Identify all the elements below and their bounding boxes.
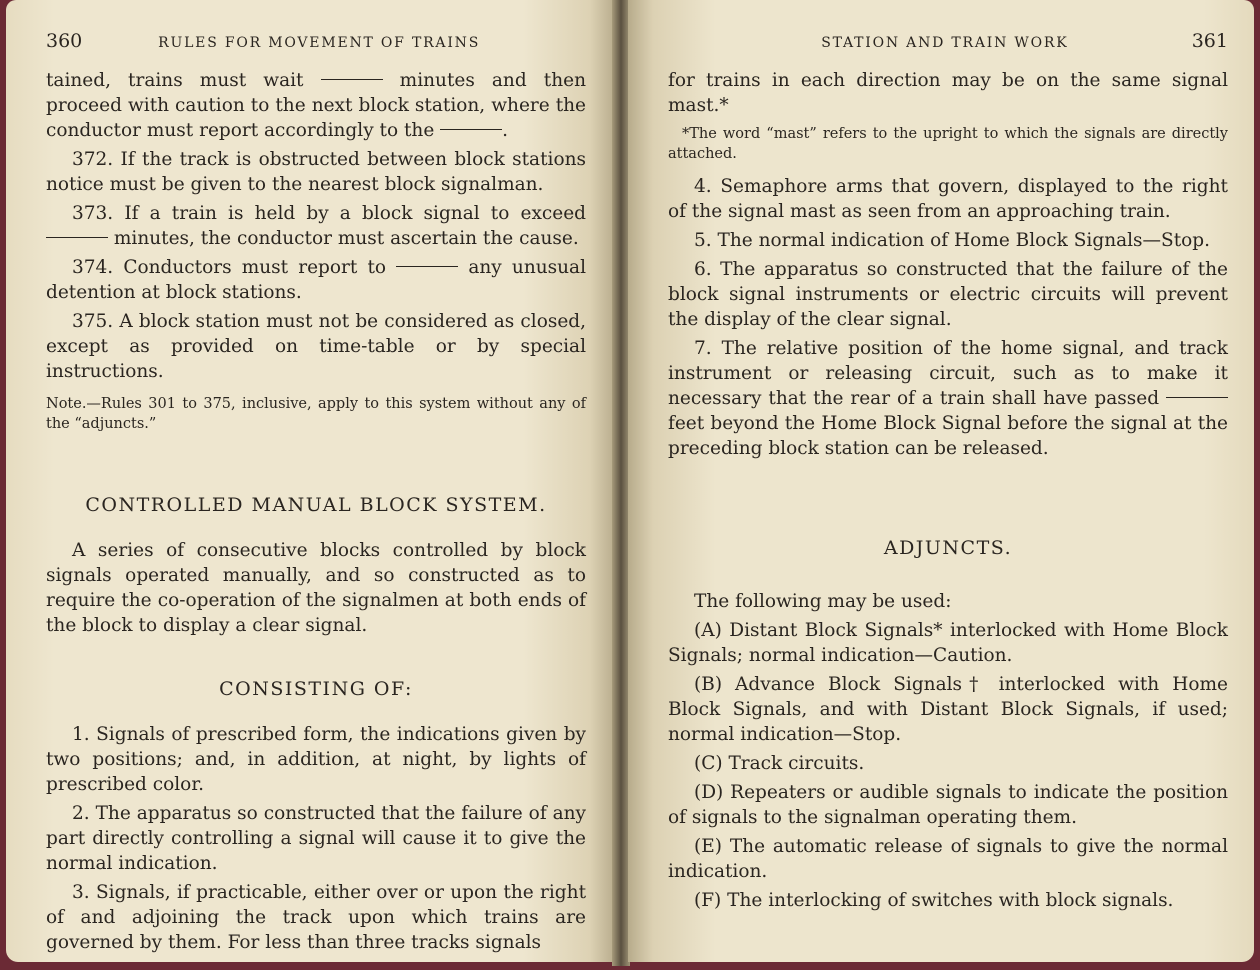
right-running-title: STATION AND TRAIN WORK — [821, 35, 1069, 51]
left-page — [6, 0, 614, 962]
left-page-header — [46, 30, 586, 52]
item-7-text-1: 7. The relative position of the home signal, and track instrument or releasing circuit, such as to make it necessary that the rear of a train shall have passed — [668, 338, 1228, 409]
list-item: 3. Signals, if practicable, either over or upon the right of and adjoining the track upon which trains are governed by them. For less than three tracks signals — [46, 882, 586, 953]
left-text-column — [46, 30, 586, 955]
list-item: 6. The apparatus so constructed that the failure of the block signal instruments or electric circuits will prevent the display of the clear signal. — [668, 259, 1228, 330]
left-page-number: 360 — [46, 30, 83, 52]
list-item: 2. The apparatus so constructed that the failure of any part directly controlling a signal will cause it to give the normal indication. — [46, 803, 586, 874]
adjunct-item: (F) The interlocking of switches with block signals. — [694, 890, 1174, 911]
adjunct-item: (A) Distant Block Signals* interlocked with Home Block Signals; normal indication—Caution. — [668, 620, 1228, 666]
right-page-header — [668, 30, 1228, 52]
rule-373-text-1: 373. If a train is held by a block signal to exceed — [72, 203, 586, 224]
adjunct-item: (D) Repeaters or audible signals to indicate the position of signals to the signalman operating them. — [668, 782, 1228, 828]
section-intro: A series of consecutive blocks controlled by block signals operated manually, and so constructed as to require the co-operation of the signalmen at both ends of the block to display a clear signal. — [46, 540, 586, 636]
continuation-text-3: . — [502, 120, 509, 141]
adjuncts-intro: The following may be used: — [694, 591, 952, 612]
blank-line — [321, 79, 383, 80]
adjunct-item: (C) Track circuits. — [694, 753, 865, 774]
continuation-paragraph — [46, 68, 586, 143]
right-text-column — [668, 30, 1228, 913]
list-item: 4. Semaphore arms that govern, displayed to the right of the signal mast as seen from an approaching train. — [668, 176, 1228, 222]
adjuncts-heading: ADJUNCTS. — [883, 537, 1013, 559]
blank-line — [1166, 397, 1228, 398]
rule-373 — [46, 201, 586, 251]
rule-374-text-2: any unusual detention at block stations. — [46, 257, 586, 303]
adjunct-item: (B) Advance Block Signals† interlocked with Home Block Signals, and with Distant Block Signals, if used; normal indication—Stop. — [668, 674, 1228, 745]
rule-372: 372. If the track is obstructed between block stations notice must be given to the nearest block signalman. — [46, 149, 586, 195]
rule-373-text-2: minutes, the conductor must ascertain the cause. — [108, 228, 579, 249]
section-heading: CONTROLLED MANUAL BLOCK SYSTEM. — [85, 494, 547, 516]
adjunct-item: (E) The automatic release of signals to give the normal indication. — [668, 836, 1228, 882]
list-item: 1. Signals of prescribed form, the indications given by two positions; and, in addition, at night, by lights of prescribed color. — [46, 724, 586, 795]
rule-375: 375. A block station must not be considered as closed, except as provided on time-table or by special instructions. — [46, 311, 586, 382]
blank-line — [440, 129, 502, 130]
right-page-number: 361 — [1191, 30, 1228, 52]
list-item: 5. The normal indication of Home Block Signals—Stop. — [694, 230, 1211, 251]
blank-line — [46, 237, 108, 238]
note: Note.—Rules 301 to 375, inclusive, apply to this system without any of the “adjuncts.” — [46, 396, 586, 432]
continuation-text-2: minutes and then proceed with caution to the next block station, where the conductor must report accordingly to the — [46, 70, 586, 141]
continuation-text-1: tained, trains must wait — [46, 70, 321, 91]
continuation-paragraph: for trains in each direction may be on the same signal mast.* — [668, 70, 1228, 116]
blank-line — [396, 266, 458, 267]
rule-374-text-1: 374. Conductors must report to — [72, 257, 397, 278]
footnote: *The word “mast” refers to the upright to which the signals are directly attached. — [668, 126, 1228, 162]
left-running-title: RULES FOR MOVEMENT OF TRAINS — [158, 35, 481, 51]
right-page — [628, 0, 1254, 962]
sub-heading: CONSISTING OF: — [219, 678, 413, 700]
item-7-text-2: feet beyond the Home Block Signal before the signal at the preceding block station can be released. — [668, 413, 1228, 459]
list-item — [668, 336, 1228, 461]
rule-374 — [46, 255, 586, 305]
